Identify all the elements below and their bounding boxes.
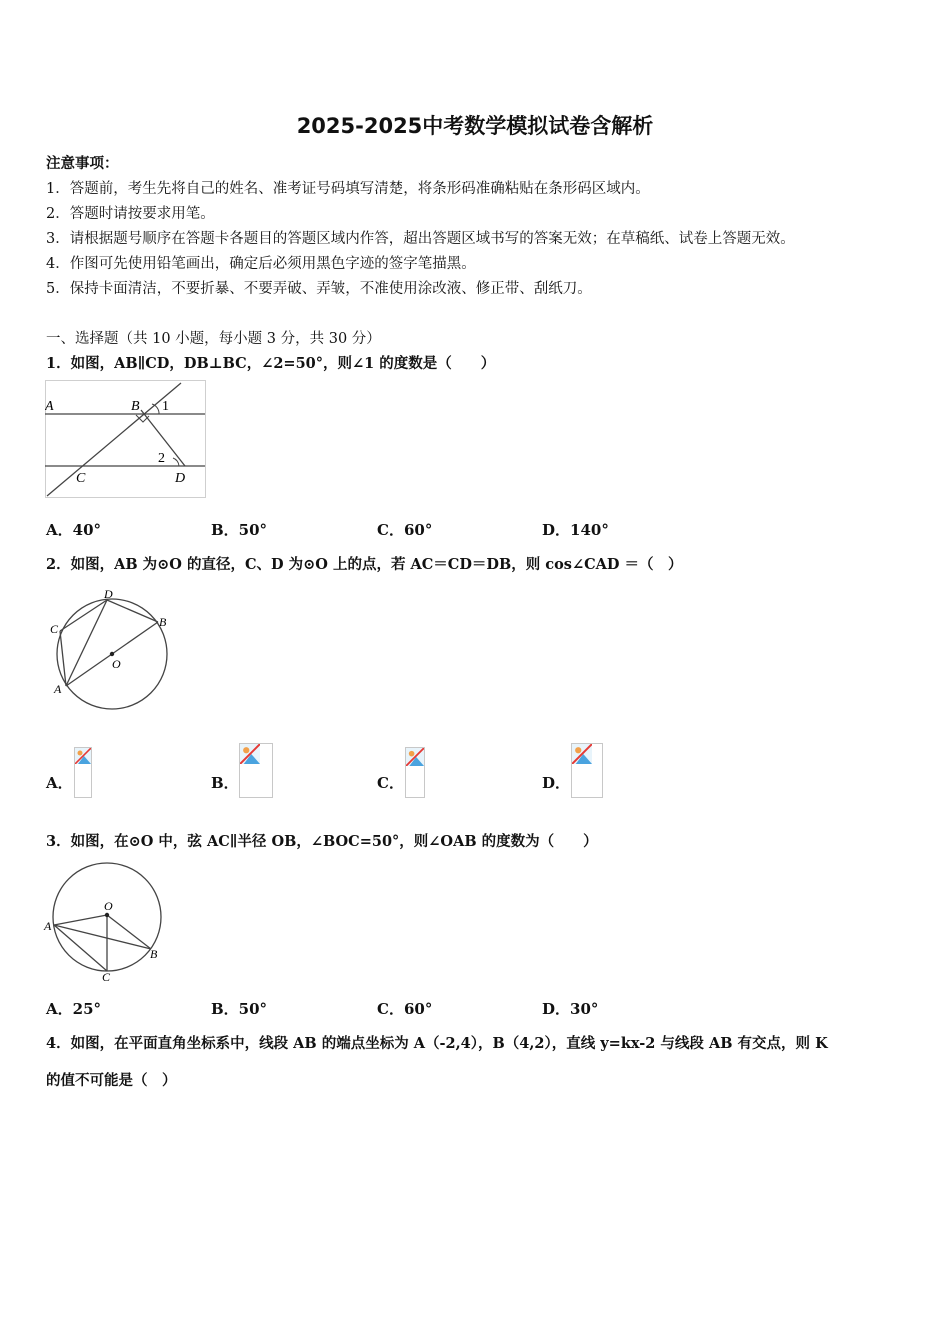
question-1-figure <box>45 380 207 500</box>
q2-option-b: B． <box>211 774 239 792</box>
q2-option-d: D． <box>542 774 571 792</box>
notice-item: 2．答题时请按要求用笔。 <box>46 206 215 222</box>
question-4-stem: 4．如图，在平面直角坐标系中，线段 AB 的端点坐标为 A（-2,4），B（4,2），直线 y=kx-2 与线段 AB 有交点，则 K <box>46 1035 828 1052</box>
label-angle-2: 2 <box>158 451 165 466</box>
label-angle-1: 1 <box>162 399 169 414</box>
q3-option-d: D．30° <box>542 1000 599 1018</box>
notice-item: 3．请根据题号顺序在答题卡各题目的答题区域内作答，超出答题区域书写的答案无效；在草稿纸、试卷上答题无效。 <box>46 231 795 247</box>
q1-option-c: C．60° <box>377 521 433 539</box>
label-D: D <box>104 587 113 601</box>
notice-heading: 注意事项： <box>46 155 119 172</box>
label-C: C <box>102 970 111 983</box>
label-A: A <box>44 919 52 933</box>
question-3-stem: 3．如图，在⊙O 中，弦 AC∥半径 OB，∠BOC=50°，则∠OAB 的度数为（ ） <box>46 833 598 850</box>
label-O: O <box>104 899 113 913</box>
label-C: C <box>50 622 59 636</box>
broken-image-icon <box>571 743 603 798</box>
broken-image-icon <box>74 747 92 798</box>
label-B: B <box>131 399 140 414</box>
notice-item: 5．保持卡面清洁，不要折暴、不要弄破、弄皱，不准使用涂改液、修正带、刮纸刀。 <box>46 281 592 297</box>
section-heading: 一、选择题（共 10 小题，每小题 3 分，共 30 分） <box>46 331 381 347</box>
q3-option-c: C．60° <box>377 1000 433 1018</box>
q1-option-b: B．50° <box>211 521 268 539</box>
question-2-stem: 2．如图，AB 为⊙O 的直径，C、D 为⊙O 上的点，若 AC＝CD＝DB，则 cos∠CAD ＝（ ） <box>46 556 683 573</box>
q1-option-d: D．140° <box>542 521 609 539</box>
broken-image-icon <box>405 747 425 798</box>
label-B: B <box>150 947 158 961</box>
label-A: A <box>45 399 54 414</box>
q2-option-a: A． <box>46 774 73 792</box>
question-2-figure <box>45 585 175 715</box>
label-C: C <box>76 471 86 486</box>
q1-option-a: A．40° <box>46 521 102 539</box>
notice-item: 4．作图可先使用铅笔画出，确定后必须用黑色字迹的签字笔描黑。 <box>46 256 476 272</box>
label-B: B <box>159 615 167 629</box>
question-1-stem: 1．如图，AB∥CD，DB⊥BC，∠2=50°，则∠1 的度数是（ ） <box>46 355 496 372</box>
label-D: D <box>175 471 186 486</box>
label-O: O <box>112 657 121 671</box>
notice-item: 1．答题前，考生先将自己的姓名、准考证号码填写清楚，将条形码准确粘贴在条形码区域内。 <box>46 181 650 197</box>
q3-option-b: B．50° <box>211 1000 268 1018</box>
page-title: 2025-2025中考数学模拟试卷含解析 <box>296 114 654 138</box>
question-3-figure <box>43 858 168 983</box>
question-4-stem-continued: 的值不可能是（ ） <box>46 1072 177 1089</box>
q2-option-c: C． <box>377 774 404 792</box>
q3-option-a: A．25° <box>46 1000 102 1018</box>
broken-image-icon <box>239 743 273 798</box>
label-A: A <box>54 682 62 696</box>
